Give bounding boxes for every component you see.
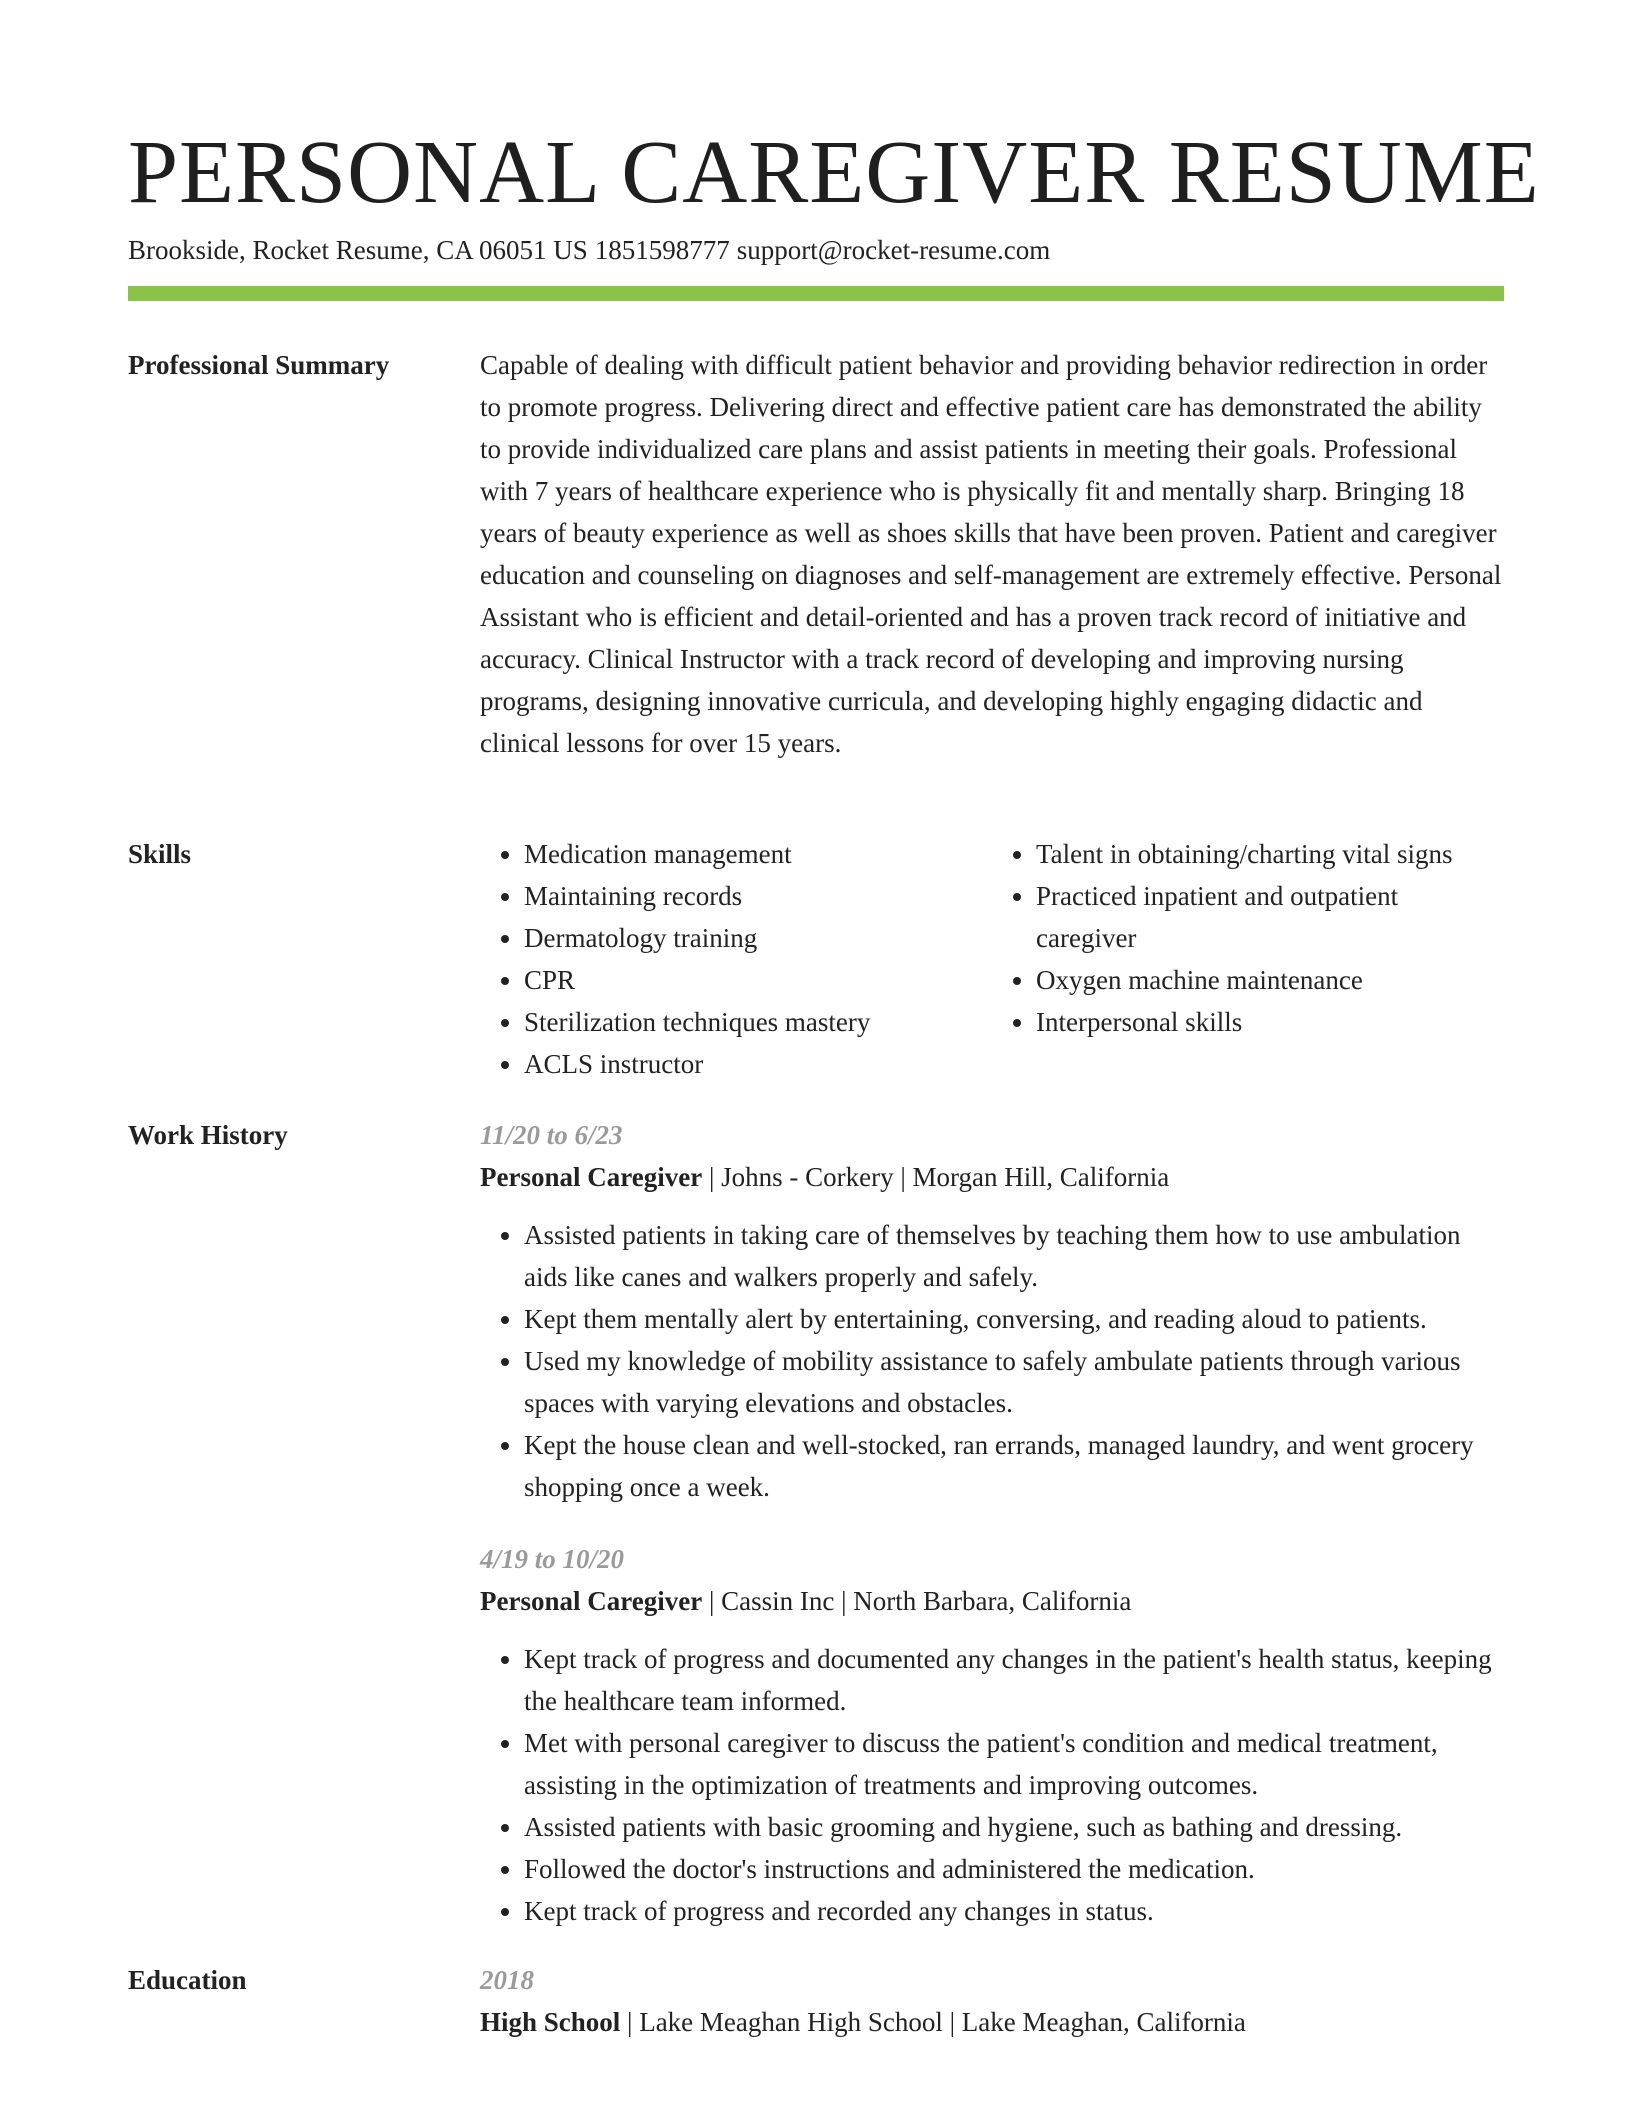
contact-line <box>128 232 1050 268</box>
list-item: • Sterilization techniques mastery <box>524 1001 992 1043</box>
list-item: • Kept track of progress and documented any changes in the patient's health status, keeping the healthcare team informed. <box>524 1638 1504 1722</box>
contact-email: support@rocket-resume.com <box>736 235 1051 265</box>
skills-list-right <box>992 833 1504 1085</box>
list-item: • Assisted patients with basic grooming and hygiene, such as bathing and dressing. <box>524 1806 1504 1848</box>
list-item: • Practiced inpatient and outpatient caregiver <box>1036 875 1504 959</box>
list-item: • Assisted patients in taking care of themselves by teaching them how to use ambulation aids like canes and walkers properly and safely. <box>524 1214 1504 1298</box>
skills-content <box>480 833 1504 1085</box>
section-label: Professional Summary <box>128 350 390 380</box>
job-title: Personal Caregiver <box>480 1162 703 1192</box>
work-content <box>480 1114 1504 1932</box>
resume-title: PERSONAL CAREGIVER RESUME <box>128 123 1540 222</box>
education-content <box>480 1959 1504 2043</box>
section-label: Education <box>128 1965 247 1995</box>
education-details: | Lake Meaghan High School | Lake Meaghan, California <box>620 2007 1246 2037</box>
skills-list-left <box>480 833 992 1085</box>
list-item: • Met with personal caregiver to discuss the patient's condition and medical treatment, assisting in the optimization of treatments and improving outcomes. <box>524 1722 1504 1806</box>
skills-grid <box>480 833 1504 1085</box>
list-item: • Kept them mentally alert by entertaining, conversing, and reading aloud to patients. <box>524 1298 1504 1340</box>
job-dates: 11/20 to 6/23 <box>480 1120 623 1150</box>
job-entry <box>480 1538 1504 1932</box>
education-heading <box>480 2001 1504 2043</box>
job-title: Personal Caregiver <box>480 1586 703 1616</box>
job-details: | Johns - Corkery | Morgan Hill, California <box>702 1162 1170 1192</box>
list-item: • Medication management <box>524 833 992 875</box>
summary-content <box>480 344 1504 764</box>
list-item: • CPR <box>524 959 992 1001</box>
list-item: • Kept the house clean and well-stocked, ran errands, managed laundry, and went grocery shopping once a week. <box>524 1424 1504 1508</box>
job-bullet-list <box>480 1638 1504 1932</box>
list-item: • Followed the doctor's instructions and administered the medication. <box>524 1848 1504 1890</box>
header-divider <box>128 286 1504 301</box>
job-details: | Cassin Inc | North Barbara, California <box>702 1586 1132 1616</box>
contact-address: Brookside, Rocket Resume, CA 06051 US <box>128 235 588 265</box>
list-item: • Oxygen machine maintenance <box>1036 959 1504 1001</box>
job-bullet-list <box>480 1214 1504 1508</box>
list-item: • ACLS instructor <box>524 1043 992 1085</box>
list-item: • Talent in obtaining/charting vital signs <box>1036 833 1504 875</box>
list-item: • Interpersonal skills <box>1036 1001 1504 1043</box>
list-item: • Kept track of progress and recorded any changes in status. <box>524 1890 1504 1932</box>
list-item: • Dermatology training <box>524 917 992 959</box>
job-entry <box>480 1114 1504 1508</box>
section-label: Work History <box>128 1120 288 1150</box>
summary-text: Capable of dealing with difficult patient behavior and providing behavior redirection in order to promote progress. Delivering direct and effective patient care has demonstrated the ability to provide individualized care plans and assist patients in meeting their goals. Professional with 7 years of healthcare experience who is physically fit and mentally sharp. Bringing 18 years of beauty experience as well as shoes skills that have been proven. Patient and caregiver education and counseling on diagnoses and self-management are extremely effective. Personal Assistant who is efficient and detail-oriented and has a proven track record of initiative and accuracy. Clinical Instructor with a track record of developing and improving nursing programs, designing innovative curricula, and developing highly engaging didactic and clinical lessons for over 15 years. <box>480 350 1502 758</box>
education-year: 2018 <box>480 1965 534 1995</box>
job-heading <box>480 1156 1504 1198</box>
job-heading <box>480 1580 1504 1622</box>
list-item: • Maintaining records <box>524 875 992 917</box>
contact-phone: 1851598777 <box>594 235 730 265</box>
job-dates: 4/19 to 10/20 <box>480 1544 625 1574</box>
list-item: • Used my knowledge of mobility assistance to safely ambulate patients through various spaces with varying elevations and obstacles. <box>524 1340 1504 1424</box>
education-degree: High School <box>480 2007 621 2037</box>
section-label: Skills <box>128 839 192 869</box>
